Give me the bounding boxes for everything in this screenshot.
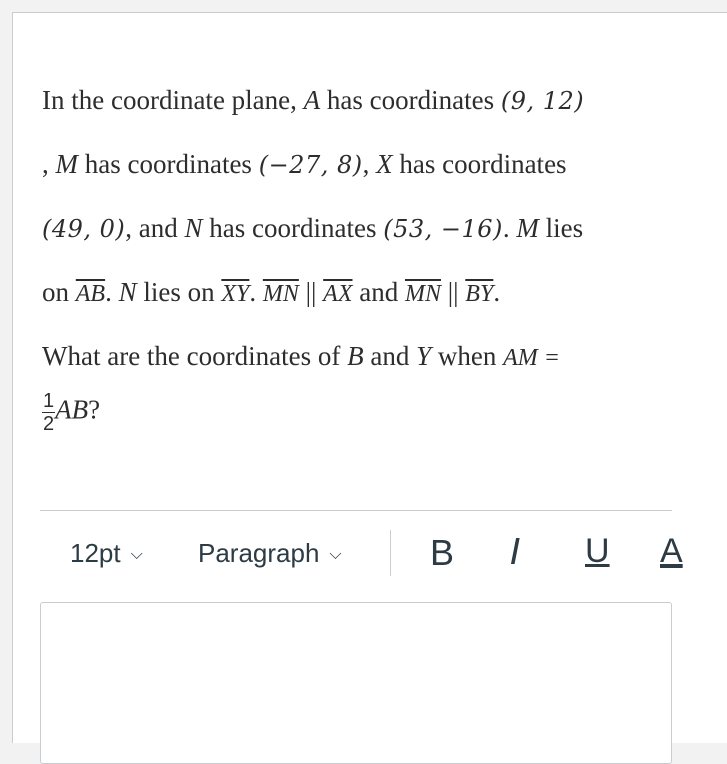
text: What are the coordinates of [42, 341, 348, 371]
length-ab: AB [55, 394, 89, 425]
segment-ax: $\overline{AX}$ [323, 281, 353, 307]
text: lies on [136, 277, 222, 307]
editor-toolbar [70, 530, 690, 578]
segment-xy: $\overline{XY}$ [221, 281, 250, 307]
segment-ab: $\overline{AB}$ [75, 281, 106, 307]
text: has coordinates [392, 149, 567, 179]
question-line-3 [42, 196, 682, 260]
font-size-value: 12pt [70, 538, 121, 568]
font-size-select[interactable] [70, 538, 143, 569]
fraction-numerator: 1 [43, 390, 55, 412]
text-color-icon: A [660, 532, 683, 570]
parallel-symbol: || [447, 277, 459, 307]
text: . [493, 277, 501, 307]
parallel-symbol: || [305, 277, 317, 307]
segment-by: $\overline{BY}$ [465, 281, 494, 307]
fraction-one-half [42, 390, 55, 435]
point-n: N [118, 277, 137, 307]
divider [40, 510, 672, 511]
fraction-line [42, 390, 100, 435]
equals-sign: = [537, 345, 560, 371]
point-m: M [55, 149, 78, 179]
block-format-value: Paragraph [198, 538, 320, 568]
point-y: Y [416, 341, 432, 371]
point-m: M [516, 213, 539, 243]
point-a: A [303, 85, 321, 115]
chevron-down-icon: ⌵ [130, 546, 143, 563]
coordinate-x: (49, 0) [42, 215, 126, 243]
text: has coordinates [320, 85, 501, 115]
coordinate-a: (9, 12) [500, 87, 585, 115]
block-format-select[interactable] [198, 538, 342, 569]
bold-icon: B [430, 532, 455, 573]
text: . [105, 277, 119, 307]
segment-mn: $\overline{MN}$ [262, 281, 299, 307]
question-text [42, 68, 682, 388]
text: . [502, 213, 517, 243]
text: and [363, 341, 417, 371]
text: when [431, 341, 504, 371]
text: In the coordinate plane, [42, 85, 304, 115]
text: on [42, 277, 76, 307]
segment-mn: $\overline{MN}$ [404, 281, 441, 307]
text: , and [125, 213, 185, 243]
underline-icon: U [585, 532, 610, 570]
text-color-button[interactable] [660, 532, 683, 571]
underline-button[interactable] [585, 532, 610, 571]
coordinate-n: (53, −16) [383, 215, 503, 243]
point-x: X [376, 149, 393, 179]
question-line-1 [42, 68, 682, 132]
length-am: AM [503, 345, 538, 371]
chevron-down-icon: ⌵ [329, 546, 342, 563]
text: lies [538, 213, 584, 243]
italic-icon: I [510, 532, 521, 573]
text: has coordinates [202, 213, 384, 243]
text: and [352, 277, 405, 307]
coordinate-m: (−27, 8) [258, 151, 363, 179]
question-line-4 [42, 260, 682, 324]
point-n: N [184, 213, 203, 243]
bold-button[interactable] [430, 532, 454, 574]
text: , [42, 149, 56, 179]
question-line-2 [42, 132, 682, 196]
text: has coordinates [78, 149, 259, 179]
text: . [249, 277, 263, 307]
question-line-5 [42, 324, 682, 388]
fraction-denominator: 2 [43, 413, 55, 435]
text: , [362, 149, 377, 179]
point-b: B [347, 341, 364, 371]
toolbar-separator [390, 530, 391, 576]
question-mark: ? [88, 394, 101, 425]
answer-editor[interactable] [40, 602, 672, 764]
italic-button[interactable] [510, 532, 521, 573]
